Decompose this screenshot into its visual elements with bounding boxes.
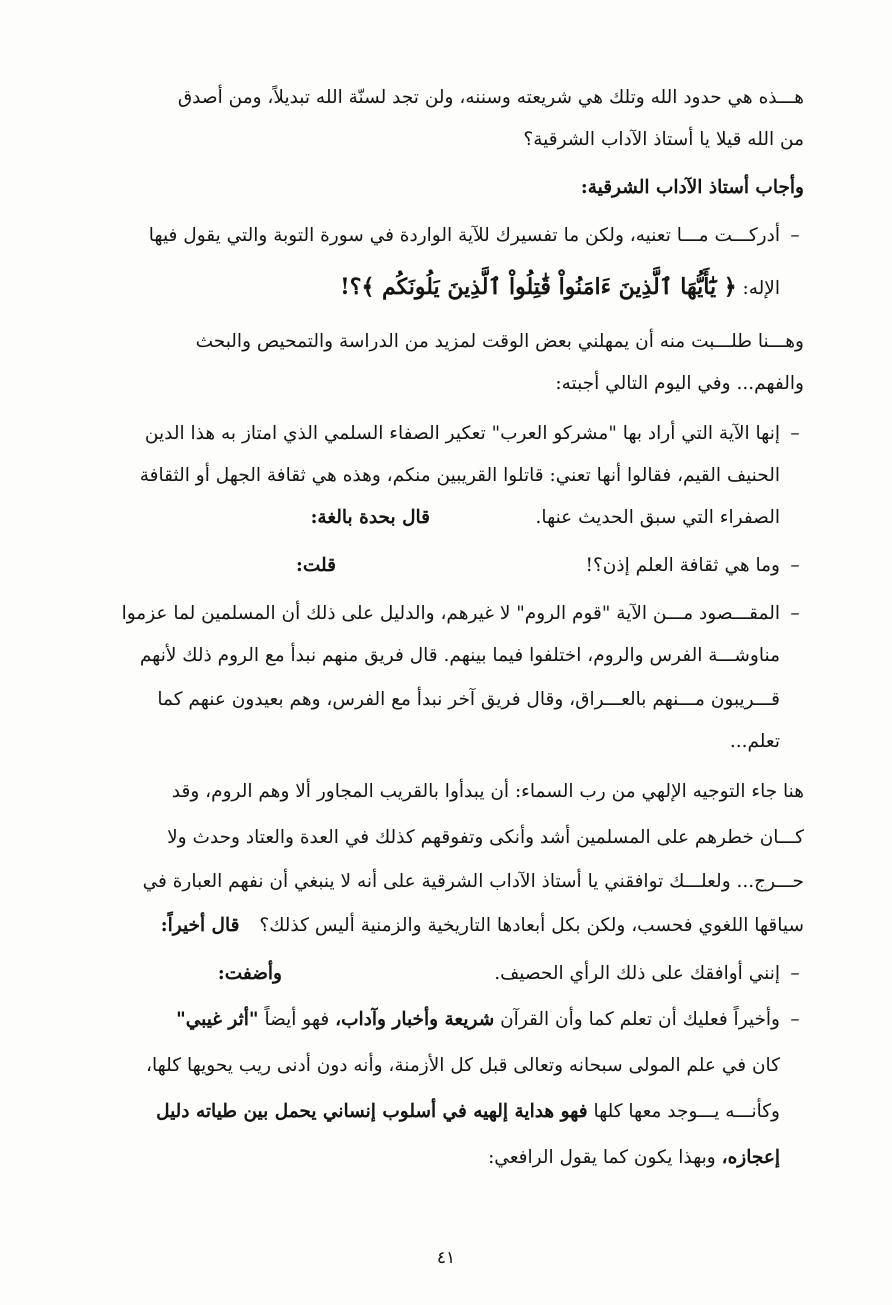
paragraph-line: حـــرج... ولعلـــك توافقني يا أستاذ الآداب الشرقية على أنه لا ينبغي أن نفهم العبارة في: [142, 871, 804, 892]
list-item-line: تعلم...: [729, 731, 780, 752]
inline-bold: إعجازه،: [721, 1147, 780, 1168]
page-number: ٤١: [436, 1248, 456, 1268]
list-item-line: [100, 1000, 780, 1040]
list-dash: –: [790, 963, 800, 984]
speaker-label: قلت:: [296, 555, 336, 576]
inline-text: وبهذا يكون كما يقول الرافعي:: [488, 1147, 716, 1168]
list-item-line: [100, 1138, 780, 1178]
list-item-line: [100, 1092, 780, 1132]
list-item-line: وما هي ثقافة العلم إذن؟!: [585, 555, 780, 576]
list-item-line: إنني أوافقك على ذلك الرأي الحصيف.: [494, 963, 780, 984]
list-item-line: قـــريبون مـــنهم بالعـــراق، وقال فريق آخر نبدأ مع الفرس، وهم بعيدون عنهم كما: [157, 689, 780, 710]
inline-bold: "أثر غيبي": [176, 1009, 259, 1030]
speaker-label: قال أخيراً:: [160, 915, 240, 936]
list-item-line: الصفراء التي سبق الحديث عنها.: [535, 507, 780, 528]
speaker-label: قال بحدة بالغة:: [310, 507, 430, 528]
paragraph-line: هـــذه هي حدود الله وتلك هي شريعته وسننه، ولن تجد لسنّة الله تبديلاً، ومن أصدق: [177, 87, 804, 108]
paragraph-line: من الله قيلا يا أستاذ الآداب الشرقية؟: [523, 129, 804, 150]
list-item-line: مناوشـــة الفرس والروم، اختلفوا فيما بينهم. قال فريق منهم نبدأ مع الروم ذلك لأنهم: [139, 645, 780, 666]
list-item-line: كان في علم المولى سبحانه وتعالى قبل كل الأزمنة، وأنه دون أدنى ريب يحويها كلها،: [146, 1055, 780, 1076]
paragraph-line: كـــان خطرهم على المسلمين أشد وأنكى وتفوقهم كذلك في العدة والعتاد وحدث ولا: [167, 827, 804, 848]
list-dash: –: [790, 225, 800, 246]
list-dash: –: [790, 555, 800, 576]
verse-prefix: الإله:: [742, 278, 780, 299]
inline-text: وأخيراً فعليك أن تعلم كما وأن القرآن: [500, 1009, 780, 1030]
quran-verse: ﴿ يَٰٓأَيُّهَا ٱلَّذِينَ ءَامَنُواْ قَٰتِلُواْ ٱلَّذِينَ يَلُونَكُم ﴾؟!: [340, 274, 737, 300]
list-item-line: المقـــصود مـــن الآية "قوم الروم" لا غيرهم، والدليل على ذلك أن المسلمين لما عزموا: [121, 603, 780, 624]
inline-text: فهو أيضاً: [264, 1009, 330, 1030]
paragraph-text: سياقها اللغوي فحسب، ولكن بكل أبعادها التاريخية والزمنية أليس كذلك؟: [259, 915, 804, 936]
list-dash: –: [790, 423, 800, 444]
list-item-line: أدركـــت مـــا تعنيه، ولكن ما تفسيرك للآية الواردة في سورة التوبة والتي يقول فيها: [148, 225, 780, 246]
speaker-label: وأضفت:: [217, 963, 282, 984]
list-item-line: الحنيف القيم، فقالوا أنها تعني: قاتلوا القريبين منكم، وهذه هي ثقافة الجهل أو الثقافة: [139, 465, 780, 486]
list-dash: –: [790, 1009, 800, 1030]
inline-bold: فهو هداية إلهيه في أسلوب إنساني يحمل بين طياته دليل: [156, 1101, 588, 1122]
paragraph-line: والفهم... وفي اليوم التالي أجبته:: [555, 373, 804, 394]
inline-bold: شريعة وأخبار وآداب،: [335, 1009, 495, 1030]
paragraph-line: هنا جاء التوجيه الإلهي من رب السماء: أن يبدأوا بالقريب المجاور ألا وهم الروم، وقد: [171, 781, 804, 802]
list-item-line: إنها الآية التي أراد بها "مشركو العرب" تعكير الصفاء السلمي الذي امتاز به هذا الدين: [144, 423, 780, 444]
paragraph-line: [100, 906, 804, 946]
list-item-line: [100, 264, 780, 310]
paragraph-line: وهـــنا طلـــبت منه أن يمهلني بعض الوقت لمزيد من الدراسة والتمحيص والبحث: [195, 331, 804, 352]
list-dash: –: [790, 603, 800, 624]
inline-text: وكأنـــه يـــوجد معها كلها: [593, 1101, 780, 1122]
section-heading: وأجاب أستاذ الآداب الشرقية:: [580, 177, 804, 198]
